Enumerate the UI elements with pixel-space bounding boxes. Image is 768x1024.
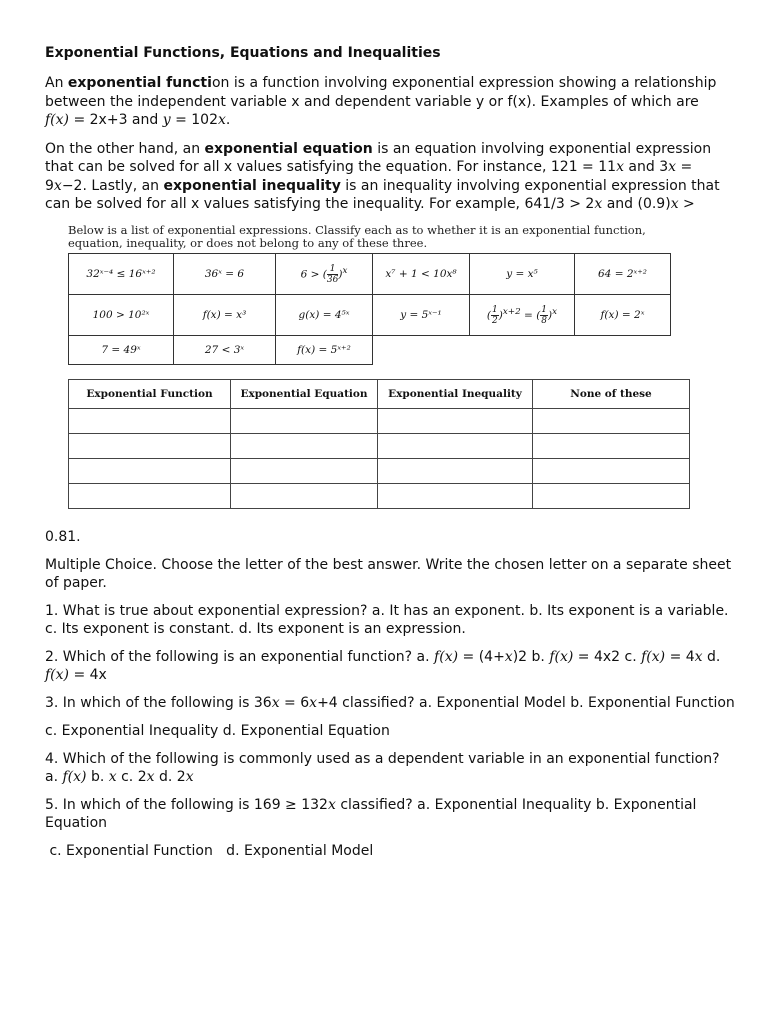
exponent: x: [552, 306, 558, 317]
text: d. 2: [154, 769, 186, 785]
text: .: [225, 112, 231, 128]
math: x: [146, 769, 155, 785]
empty-cell: [470, 336, 575, 365]
math: x: [218, 112, 226, 128]
answer-cell[interactable]: [69, 409, 231, 434]
text: 2. Which of the following is an exponential function? a.: [45, 649, 435, 665]
text: = 9: [45, 159, 693, 194]
math: f(x): [641, 649, 666, 665]
expression-cell: f(x) = x³: [174, 295, 276, 336]
text: c. 2: [116, 769, 147, 785]
numerator: 1: [327, 264, 338, 275]
math: x: [616, 159, 624, 175]
math: f(x): [45, 112, 70, 128]
answer-row: [69, 459, 690, 484]
question-2: [45, 648, 735, 684]
fraction: [491, 305, 499, 326]
expression-cell: 7 = 49ˣ: [69, 336, 174, 365]
document-title: Exponential Functions, Equations and Inequalities: [45, 45, 441, 61]
answer-cell[interactable]: [231, 434, 378, 459]
answer-cell[interactable]: [231, 409, 378, 434]
paragraph-exponential-function: [45, 74, 725, 130]
bold-term: exponential inequality: [163, 177, 341, 194]
fraction: [540, 305, 548, 326]
answer-cell[interactable]: [378, 484, 533, 509]
paragraph-equation-inequality: [45, 140, 725, 214]
expression-cell: 36ˣ = 6: [174, 254, 276, 295]
instructions: Multiple Choice. Choose the letter of the best answer. Write the chosen letter on a separate sheet of paper.: [45, 557, 732, 591]
numerator: 1: [492, 304, 498, 315]
math: x: [271, 695, 280, 711]
expression-cell: g(x) = 4⁵ˣ: [276, 295, 373, 336]
math: f(x): [62, 769, 87, 785]
expression-cell: 32ˣ⁻⁴ ≤ 16ˣ⁺²: [69, 254, 174, 295]
empty-cell: [575, 336, 671, 365]
text: = 4: [665, 649, 695, 665]
expression-cell: y = x⁵: [470, 254, 575, 295]
answer-cell[interactable]: [231, 459, 378, 484]
expression-cell: y = 5ˣ⁻¹: [373, 295, 470, 336]
answer-cell[interactable]: [533, 434, 690, 459]
text: = (4+: [458, 649, 505, 665]
math: f(x): [434, 649, 459, 665]
empty-cell: [373, 336, 470, 365]
text: 5. In which of the following is 169 ≥ 132: [45, 797, 328, 813]
text: = 4x2 c.: [573, 649, 642, 665]
question-1: 1. What is true about exponential expression? a. It has an exponent. b. Its exponent is a variable. c. Its exponent is constant. d. Its exponent is an expression.: [45, 603, 729, 637]
text: 3. In which of the following is 36: [45, 695, 272, 711]
question-3-options: c. Exponential Inequality d. Exponential Equation: [45, 723, 390, 739]
bold-term: exponential functi: [67, 75, 212, 91]
question-5-options: c. Exponential Function d. Exponential Model: [45, 843, 374, 859]
table-row: [69, 295, 671, 336]
math: x: [309, 695, 318, 711]
classification-table: [68, 379, 690, 509]
expression-text: 6 >: [300, 268, 320, 280]
text: b.: [86, 769, 109, 785]
column-header: Exponential Inequality: [378, 380, 533, 409]
answer-cell[interactable]: [533, 484, 690, 509]
text: 4. Which of the following is commonly used as a dependent variable in an exponential function? a.: [45, 751, 720, 785]
math: x: [327, 797, 336, 813]
scanned-exercise: [68, 224, 690, 365]
text: and (0.9): [602, 196, 671, 212]
text: −2. Lastly, an: [61, 177, 164, 194]
math: x: [108, 769, 117, 785]
expression-cell: x⁷ + 1 < 10x⁸: [373, 254, 470, 295]
math: x: [694, 649, 703, 665]
equals: =: [524, 309, 533, 321]
text: = 2x+3 and: [69, 112, 163, 128]
answer-cell[interactable]: [69, 434, 231, 459]
question-3: [45, 694, 735, 712]
expression-cell: ( $\frac{1}{2}$ )$^{x+2}$ = ( $\frac{1}{8}$ )$^x$: [470, 295, 575, 336]
math: x: [504, 649, 513, 665]
expression-cell: 6 > ( $\frac{1}{36}$ )$^x$: [276, 254, 373, 295]
text: is an inequality involving exponential expression that can be solved for all x values satisfying the inequality. For example, 641/3 > 2: [45, 177, 720, 212]
expression-cell: 100 > 10²ˣ: [69, 295, 174, 336]
fraction: [327, 264, 338, 285]
text: )2 b.: [512, 649, 550, 665]
answer-cell[interactable]: [378, 434, 533, 459]
answer-row: [69, 484, 690, 509]
expression-cell: 27 < 3ˣ: [174, 336, 276, 365]
exponent: x: [342, 265, 348, 276]
denominator: 36: [326, 274, 339, 285]
question-4: [45, 750, 735, 786]
document-body: [45, 44, 725, 224]
text: on is a function involving exponential expression showing a relationship between the independent variable x and dependent variable y or f(x). Examples of which are: [45, 75, 717, 110]
expression-cell: f(x) = 5ˣ⁺²: [276, 336, 373, 365]
math: x: [670, 196, 679, 212]
math: x: [594, 196, 603, 212]
table-row: [69, 336, 671, 365]
text: An: [45, 75, 68, 91]
denominator: 2: [492, 315, 498, 326]
column-header: Exponential Equation: [231, 380, 378, 409]
math: x: [53, 177, 62, 194]
answer-cell[interactable]: [378, 459, 533, 484]
answer-cell[interactable]: [231, 484, 378, 509]
column-header: None of these: [533, 380, 690, 409]
answer-cell[interactable]: [378, 409, 533, 434]
expression-cell: f(x) = 2ˣ: [575, 295, 671, 336]
math: y: [162, 112, 171, 128]
question-5: [45, 796, 735, 832]
text: d.: [702, 649, 721, 665]
text: and 3: [623, 159, 669, 175]
math: x: [668, 159, 677, 175]
text: classified? a. Exponential Inequality b. Exponential Equation: [45, 797, 697, 831]
answer-cell[interactable]: [533, 409, 690, 434]
column-header: Exponential Function: [69, 380, 231, 409]
answer-row: [69, 434, 690, 459]
exponent: x+2: [502, 306, 521, 317]
text: = 6: [279, 695, 310, 711]
bold-term: exponential equation: [204, 140, 373, 157]
table-row: [69, 254, 671, 295]
expression-table: [68, 253, 671, 365]
text: = 102: [170, 112, 218, 128]
exercise-intro: Below is a list of exponential expressions. Classify each as to whether it is an exponential function, equation, inequality, or does not belong to any of these three.: [68, 223, 646, 250]
stray-text: 0.81.: [45, 529, 81, 545]
math: f(x): [549, 649, 574, 665]
text: is an equation involving exponential expression that can be solved for all x values satisfying the equation. For instance, 121 = 11: [45, 140, 712, 175]
header-row: [69, 380, 690, 409]
text: >: [678, 196, 695, 212]
expression-cell: 64 = 2ˣ⁺²: [575, 254, 671, 295]
numerator: 1: [541, 304, 548, 315]
text: On the other hand, an: [45, 140, 205, 157]
text: = 4x: [69, 667, 107, 683]
denominator: 8: [541, 315, 548, 326]
math: x: [185, 769, 194, 785]
answer-row: [69, 409, 690, 434]
answer-cell[interactable]: [69, 484, 231, 509]
answer-cell[interactable]: [69, 459, 231, 484]
text: +4 classified? a. Exponential Model b. Exponential Function: [317, 695, 735, 711]
math: f(x): [45, 667, 70, 683]
answer-cell[interactable]: [533, 459, 690, 484]
multiple-choice-section: [45, 528, 735, 870]
